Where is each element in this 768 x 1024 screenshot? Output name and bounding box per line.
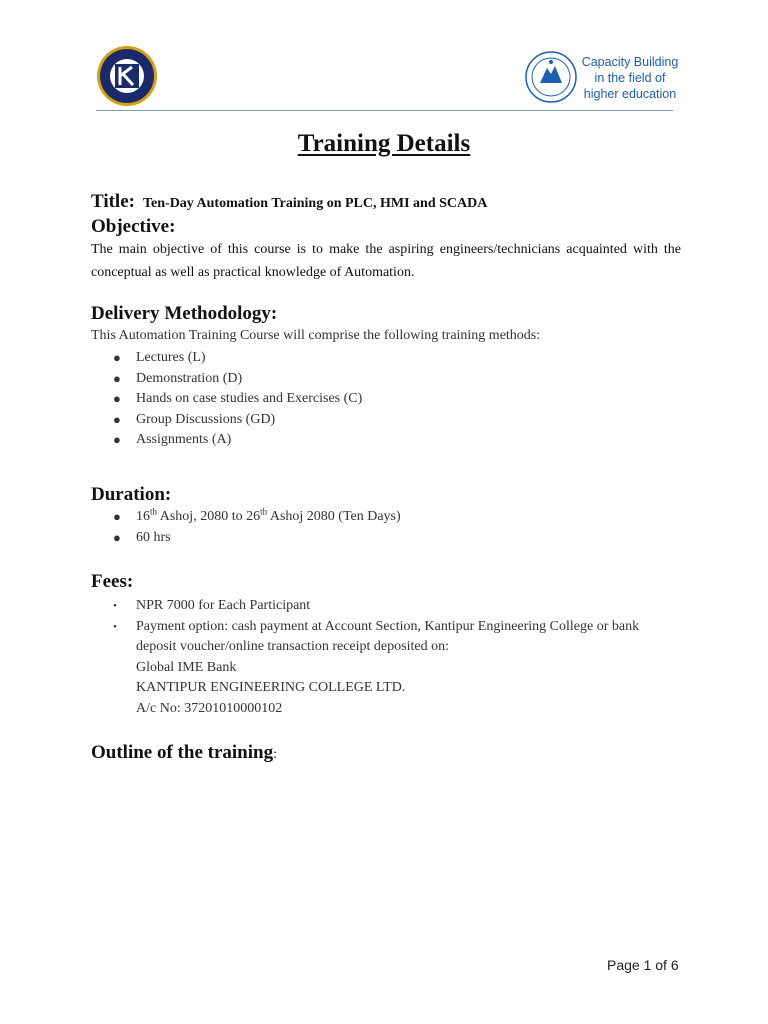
kantipur-engineering-college-logo — [96, 45, 158, 107]
end-day: 26 — [246, 509, 261, 524]
bullet-icon: • — [113, 600, 117, 612]
fees-list — [91, 596, 639, 719]
end-sup: th — [260, 506, 268, 517]
delivery-heading: Delivery Methodology: — [91, 303, 278, 324]
course-title-value: Ten-Day Automation Training on PLC, HMI and SCADA — [142, 196, 488, 211]
list-item — [91, 430, 362, 451]
bullet-icon: ● — [113, 529, 121, 545]
bullet-icon: ● — [113, 391, 121, 406]
capacity-line-1: Capacity Building — [581, 55, 679, 69]
bullet-icon: ● — [113, 350, 121, 365]
capacity-building-text — [575, 54, 685, 102]
bank-name: Global IME Bank — [136, 659, 237, 675]
list-item — [91, 507, 401, 528]
duration-heading: Duration: — [91, 484, 172, 505]
outline-colon: : — [273, 747, 277, 762]
method-label: Group Discussions (GD) — [136, 411, 276, 427]
method-label: Lectures (L) — [136, 350, 206, 365]
bullet-icon: ● — [113, 509, 121, 524]
payment-line: deposit voucher/online transaction receipt deposited on: — [136, 639, 449, 654]
capacity-line-2: in the field of — [594, 71, 666, 85]
account-holder: KANTIPUR ENGINEERING COLLEGE LTD. — [136, 680, 406, 695]
start-sup: th — [150, 506, 158, 517]
capacity-line-3: higher education — [583, 87, 677, 101]
list-item — [91, 596, 639, 617]
duration-hours: 60 hrs — [136, 529, 171, 545]
outline-heading-text: Outline of the training — [91, 742, 274, 763]
capacity-building-logo — [524, 50, 578, 104]
fees-heading: Fees: — [91, 571, 134, 592]
course-title-row — [91, 191, 487, 213]
method-label: Assignments (A) — [136, 432, 232, 447]
fee-amount: NPR 7000 for Each Participant — [136, 598, 311, 613]
header-divider — [96, 110, 673, 111]
page-title: Training Details — [297, 130, 471, 157]
list-item — [91, 528, 401, 549]
start-rest: Ashoj, 2080 to — [157, 509, 247, 524]
objective-heading: Objective: — [91, 216, 176, 237]
page-number: Page 1 of 6 — [607, 957, 679, 973]
list-item — [91, 410, 362, 431]
start-day: 16 — [136, 509, 150, 524]
bullet-icon: ● — [113, 432, 121, 447]
delivery-methods-list — [91, 348, 362, 451]
outline-heading — [91, 742, 277, 764]
method-label: Hands on case studies and Exercises (C) — [136, 391, 363, 406]
list-item — [91, 389, 362, 410]
list-item — [91, 369, 362, 390]
course-title-label: Title: — [91, 191, 135, 212]
method-label: Demonstration (D) — [136, 370, 243, 386]
objective-text: The main objective of this course is to make the aspiring engineers/technicians acquainted with the conceptual as well as practical knowledge of Automation. — [91, 242, 681, 280]
bullet-icon: ● — [113, 370, 121, 386]
account-number: A/c No: 37201010000102 — [136, 700, 283, 716]
list-item — [91, 617, 639, 720]
end-rest: Ashoj 2080 (Ten Days) — [267, 509, 401, 524]
duration-list — [91, 507, 401, 548]
delivery-intro: This Automation Training Course will comprise the following training methods: — [91, 328, 541, 343]
bullet-icon: ● — [113, 411, 121, 427]
payment-line: Payment option: cash payment at Account Section, Kantipur Engineering College or bank — [136, 618, 640, 634]
bullet-icon: • — [113, 620, 117, 633]
list-item — [91, 348, 362, 369]
